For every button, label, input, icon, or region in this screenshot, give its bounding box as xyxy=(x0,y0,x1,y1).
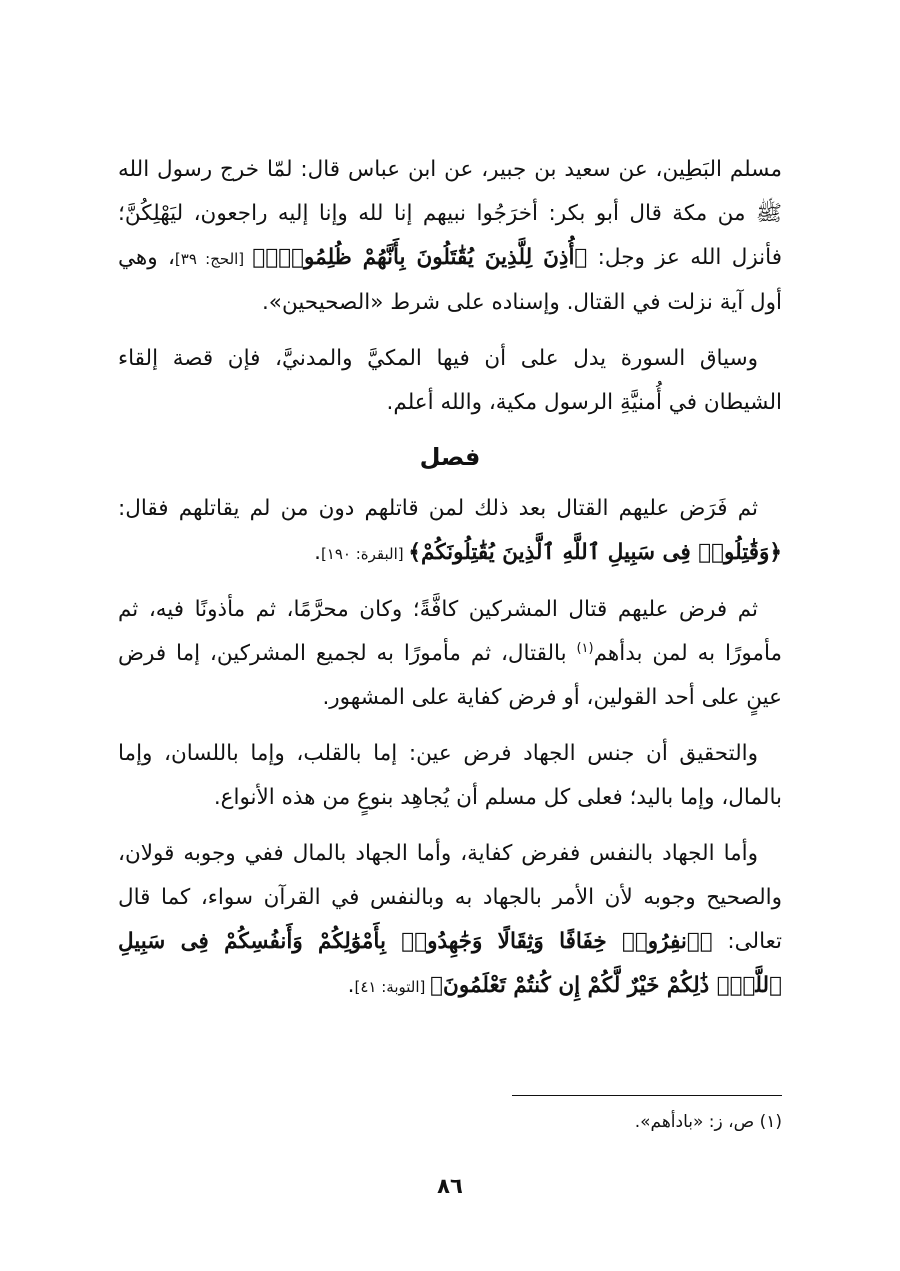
paragraph-text: وأما الجهاد بالنفس ففرض كفاية، وأما الجهاد بالمال ففي وجوبه قولان، والصحيح وجوبه لأن الأمر بالجهاد به وبالنفس في القرآن سواء، كما قال تعالى: xyxy=(118,841,782,954)
verse-reference: [الحج: ٣٩] xyxy=(174,250,253,268)
paragraph-text: وسياق السورة يدل على أن فيها المكيَّ والمدنيَّ، فإن قصة إلقاء الشيطان في أُمنيَّةِ الرسول مكية، والله أعلم. xyxy=(118,346,782,415)
paragraph-text: بالقتال، ثم مأمورًا به لجميع المشركين، إما فرض عينٍ على أحد القولين، أو فرض كفاية على المشهور. xyxy=(118,641,782,710)
footnote-divider xyxy=(512,1095,782,1096)
paragraph-text: . xyxy=(314,540,321,565)
quran-verse: ﴿وَقَٰتِلُوا۟ فِى سَبِيلِ ٱللَّهِ ٱلَّذِينَ يُقَٰتِلُونَكُمْ﴾ xyxy=(408,540,782,565)
paragraph xyxy=(118,487,782,576)
paragraph-text: ثم فرض عليهم قتال المشركين كافَّةً؛ وكان محرَّمًا، ثم مأذونًا فيه، ثم مأمورًا به لمن بدأهم xyxy=(118,597,783,666)
body-text-top xyxy=(118,148,782,425)
book-page xyxy=(118,148,782,1271)
verse-reference: [البقرة: ١٩٠] xyxy=(320,545,409,563)
paragraph-text: مسلم البَطِين، عن سعيد بن جبير، عن ابن عباس قال: لمّا خرج رسول الله ﷺ من مكة قال أبو بكر: أخرَجُوا نبيهم إنا لله وإنا إليه راجعون، ليَهْلِكُنَّ؛ فأنزل الله عز وجل: xyxy=(118,157,782,270)
verse-reference: [التوبة: ٤١] xyxy=(354,978,431,996)
paragraph xyxy=(118,337,782,425)
quran-verse: ﴿ٱنفِرُوا۟ خِفَافًا وَثِقَالًا وَجَٰهِدُوا۟ بِأَمْوَٰلِكُمْ وَأَنفُسِكُمْ فِى سَبِيلِ ٱللَّهِۚ ذَٰلِكُمْ خَيْرٌ لَّكُمْ إِن كُنتُمْ تَعْلَمُونَ﴾ xyxy=(118,929,782,998)
paragraph-text: والتحقيق أن جنس الجهاد فرض عين: إما بالقلب، وإما باللسان، وإما بالمال، وإما باليد؛ فعلى كل مسلم أن يُجاهِد بنوعٍ من هذه الأنواع. xyxy=(118,741,782,810)
body-text-bottom xyxy=(118,487,782,1009)
footnote: (١) ص، ز: «بادأهم». xyxy=(634,1112,782,1132)
quran-verse: ﴿أُذِنَ لِلَّذِينَ يُقَٰتَلُونَ بِأَنَّهُمْ ظُلِمُوا۟ۚ﴾ xyxy=(252,245,588,270)
paragraph xyxy=(118,732,782,820)
section-heading: فصل xyxy=(419,443,481,471)
paragraph-text: ، وهي أول آية نزلت في القتال. وإسناده على شرط «الصحيحين». xyxy=(118,245,782,315)
paragraph-text: . xyxy=(347,973,355,998)
footnote-marker: (١) xyxy=(576,640,594,656)
paragraph xyxy=(118,148,782,325)
paragraph xyxy=(118,588,782,720)
page-number: ٨٦ xyxy=(437,1174,463,1198)
paragraph-text: ثم فَرَض عليهم القتال بعد ذلك لمن قاتلهم دون من لم يقاتلهم فقال: xyxy=(118,496,758,521)
paragraph xyxy=(118,832,782,1009)
